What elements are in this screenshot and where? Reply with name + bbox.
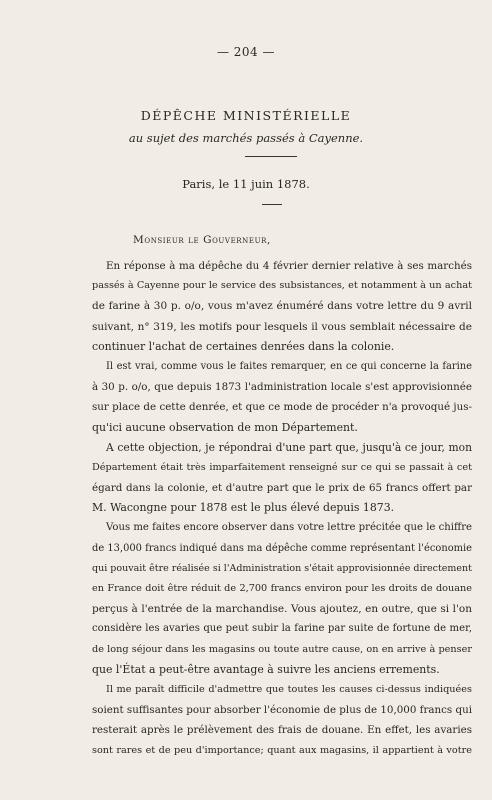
text-line: qui pouvait être réalisée si l'Administration s'était approvisionnée directement [92,562,472,574]
document-title: DÉPÊCHE MINISTÉRIELLE [140,108,352,123]
text-line: passés à Cayenne pour le service des subsistances, et notamment à un achat [92,280,472,292]
text-line: M. Wacongne pour 1878 est le plus élevé depuis 1873. [92,501,395,515]
text-line: de long séjour dans les magasins ou toute autre cause, on en arrive à penser [92,643,472,655]
text-line: En réponse à ma dépêche du 4 février dernier relative à ses marchés [106,260,472,272]
letter-body [92,256,472,761]
text-line: considère les avaries que peut subir la farine par suite de fortune de mer, [92,623,472,635]
document-subtitle: au sujet des marchés passés à Cayenne. [128,131,364,145]
text-line: continuer l'achat de certaines denrées dans la colonie. [92,339,395,353]
dateline-divider [262,204,282,205]
text-line: resterait après le prélèvement des frais de douane. En effet, les avaries [92,724,472,737]
text-line: qu'ici aucune observation de mon Département. [92,420,358,434]
text-line: Département était très imparfaitement renseigné sur ce qui se passait à cet [92,461,472,473]
text-line: égard dans la colonie, et d'autre part que le prix de 65 francs offert par [92,482,472,495]
text-line: soient suffisantes pour absorber l'économie de plus de 10,000 francs qui [92,704,472,717]
text-line: Il me paraît difficile d'admettre que toutes les causes ci-dessus indiquées [106,683,472,695]
text-line: perçus à l'entrée de la marchandise. Vous ajoutez, en outre, que si l'on [92,603,472,616]
title-divider [245,156,297,157]
text-line: A cette objection, je répondrai d'une part que, jusqu'à ce jour, mon [106,440,472,454]
text-line: Vous me faites encore observer dans votre lettre précitée que le chiffre [106,522,472,534]
text-line: sont rares et de peu d'importance; quant aux magasins, il appartient à votre [92,744,472,756]
page-number: — 204 — [216,45,276,59]
text-line: suivant, n° 319, les motifs pour lesquels il vous semblait nécessaire de [92,320,472,333]
text-line: que l'État a peut-être avantage à suivre les anciens errements. [92,662,440,676]
text-line: Il est vrai, comme vous le faites remarquer, en ce qui concerne la farine [106,360,472,372]
text-line: en France doit être réduit de 2,700 francs environ pour les droits de douane [92,583,472,594]
salutation: Monsieur le Gouverneur, [133,234,271,246]
text-line: de 13,000 francs indiqué dans ma dépêche comme représentant l'économie [92,542,472,554]
dateline: Paris, le 11 juin 1878. [182,177,310,191]
text-line: sur place de cette denrée, et que ce mode de procéder n'a provoqué jus- [92,401,472,414]
text-line: à 30 p. o/o, que depuis 1873 l'administration locale s'est approvisionnée [92,381,472,394]
text-line: de farine à 30 p. o/o, vous m'avez énuméré dans votre lettre du 9 avril [92,300,472,313]
